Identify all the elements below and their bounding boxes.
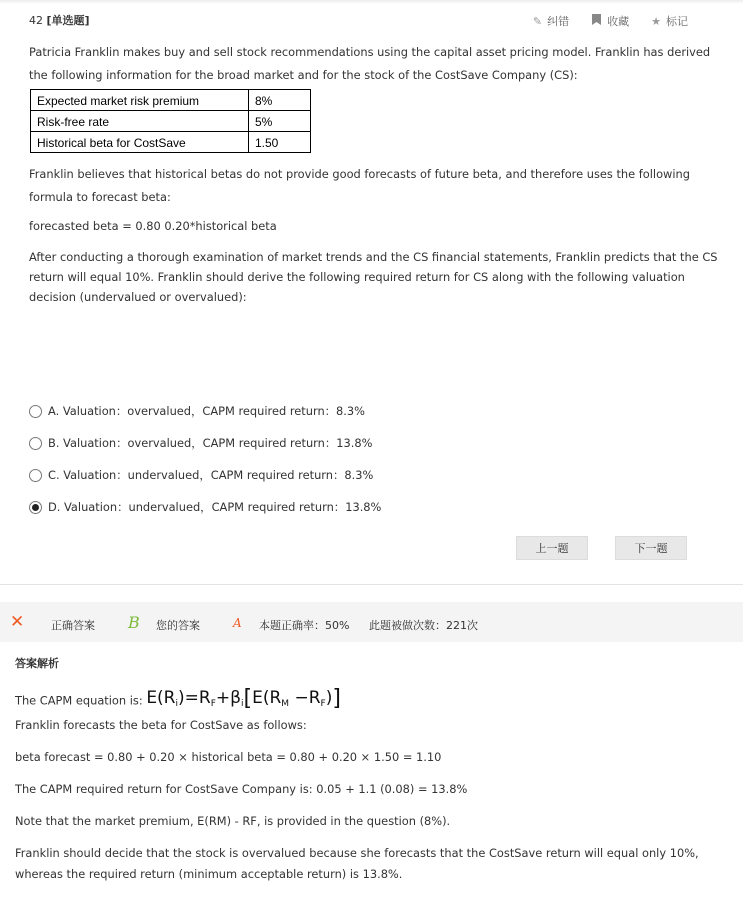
top-shadow: [0, 0, 743, 4]
option-a-text: A. Valuation：overvalued，CAPM required return：8.3%: [48, 404, 365, 418]
table-cell-label: Historical beta for CostSave: [31, 132, 249, 153]
radio-d[interactable]: [29, 501, 42, 514]
option-d-text: D. Valuation：undervalued，CAPM required return：13.8%: [48, 500, 382, 514]
radio-c[interactable]: [29, 469, 42, 482]
capm-formula-image: $E(R_i)=R_F+\beta_i[E(R_M -R_F)]$: [146, 686, 341, 711]
option-a[interactable]: [29, 395, 381, 427]
star-icon: ★: [651, 14, 661, 28]
divider: [0, 584, 743, 585]
question-paragraph-2: Franklin believes that historical betas do not provide good forecasts of future beta, and therefore uses the following formula to forecast beta:: [29, 167, 690, 204]
mark-label: 标记: [666, 15, 688, 28]
favorite-label: 收藏: [607, 15, 630, 28]
explanation-line-3: beta forecast = 0.80 + 0.20 × historical beta = 0.80 + 0.20 × 1.50 = 1.10: [15, 750, 442, 764]
report-error-label: 纠错: [547, 15, 570, 28]
wrong-answer-icon: ✕: [10, 612, 25, 632]
table-row: [31, 111, 311, 132]
your-answer-letter: A: [233, 616, 242, 630]
question-index: 42: [29, 14, 43, 27]
question-type: [单选题]: [46, 14, 90, 27]
table-cell-label: Expected market risk premium: [31, 90, 249, 111]
explanation-line-2: Franklin forecasts the beta for CostSave as follows:: [15, 718, 307, 732]
prev-question-button[interactable]: 上一题: [516, 536, 588, 560]
mark-button[interactable]: [651, 13, 688, 29]
table-cell-value: 1.50: [249, 132, 311, 153]
attempt-count: 此题被做次数：221次: [369, 619, 478, 632]
table-cell-label: Risk-free rate: [31, 111, 249, 132]
next-question-button[interactable]: 下一题: [615, 536, 687, 560]
accuracy-rate: 本题正确率：50%: [259, 619, 350, 632]
option-d[interactable]: [29, 491, 381, 523]
pencil-icon: ✎: [532, 14, 543, 28]
correct-answer-label: 正确答案: [51, 619, 95, 632]
report-error-button[interactable]: [533, 13, 569, 29]
explanation-line-4: The CAPM required return for CostSave Company is: 0.05 + 1.1 (0.08) = 13.8%: [15, 782, 468, 796]
question-intro: Patricia Franklin makes buy and sell stock recommendations using the capital asset pricing model. Franklin has derived the following information for the broad market and for the stock of the CostSave Company (CS):: [29, 45, 711, 82]
table-row: [31, 132, 311, 153]
option-b[interactable]: [29, 427, 381, 459]
table-row: [31, 90, 311, 111]
favorite-button[interactable]: [591, 13, 629, 29]
radio-b[interactable]: [29, 437, 42, 450]
question-toolbar: [533, 13, 688, 29]
radio-a[interactable]: [29, 405, 42, 418]
your-answer-label: 您的答案: [156, 619, 200, 632]
capm-intro: The CAPM equation is:: [15, 693, 143, 708]
result-bar: [0, 602, 743, 642]
bookmark-icon: [591, 14, 602, 28]
market-info-table: [30, 89, 311, 153]
answer-options: [29, 395, 381, 523]
table-cell-value: 8%: [249, 90, 311, 111]
question-formula: forecasted beta = 0.80 0.20*historical beta: [29, 219, 277, 233]
option-c-text: C. Valuation：undervalued，CAPM required return：8.3%: [48, 468, 374, 482]
option-c[interactable]: [29, 459, 381, 491]
question-paragraph-4: After conducting a thorough examination of market trends and the CS financial statements, Franklin predicts that the CS return will equal 10%. Franklin should derive the following required return for CS along with the following valuation decision (undervalued or overvalued):: [29, 250, 718, 304]
capm-equation-line: [15, 684, 725, 718]
explanation-title: 答案解析: [15, 657, 59, 670]
question-number: [29, 12, 90, 28]
table-cell-value: 5%: [249, 111, 311, 132]
explanation-line-6: Franklin should decide that the stock is overvalued because she forecasts that the CostSave return will equal only 10%, whereas the required return (minimum acceptable return) is 13.8%.: [15, 846, 699, 881]
explanation-line-5: Note that the market premium, E(RM) - RF, is provided in the question (8%).: [15, 814, 451, 828]
correct-answer-letter: B: [128, 613, 140, 632]
option-b-text: B. Valuation：overvalued，CAPM required return：13.8%: [48, 436, 373, 450]
